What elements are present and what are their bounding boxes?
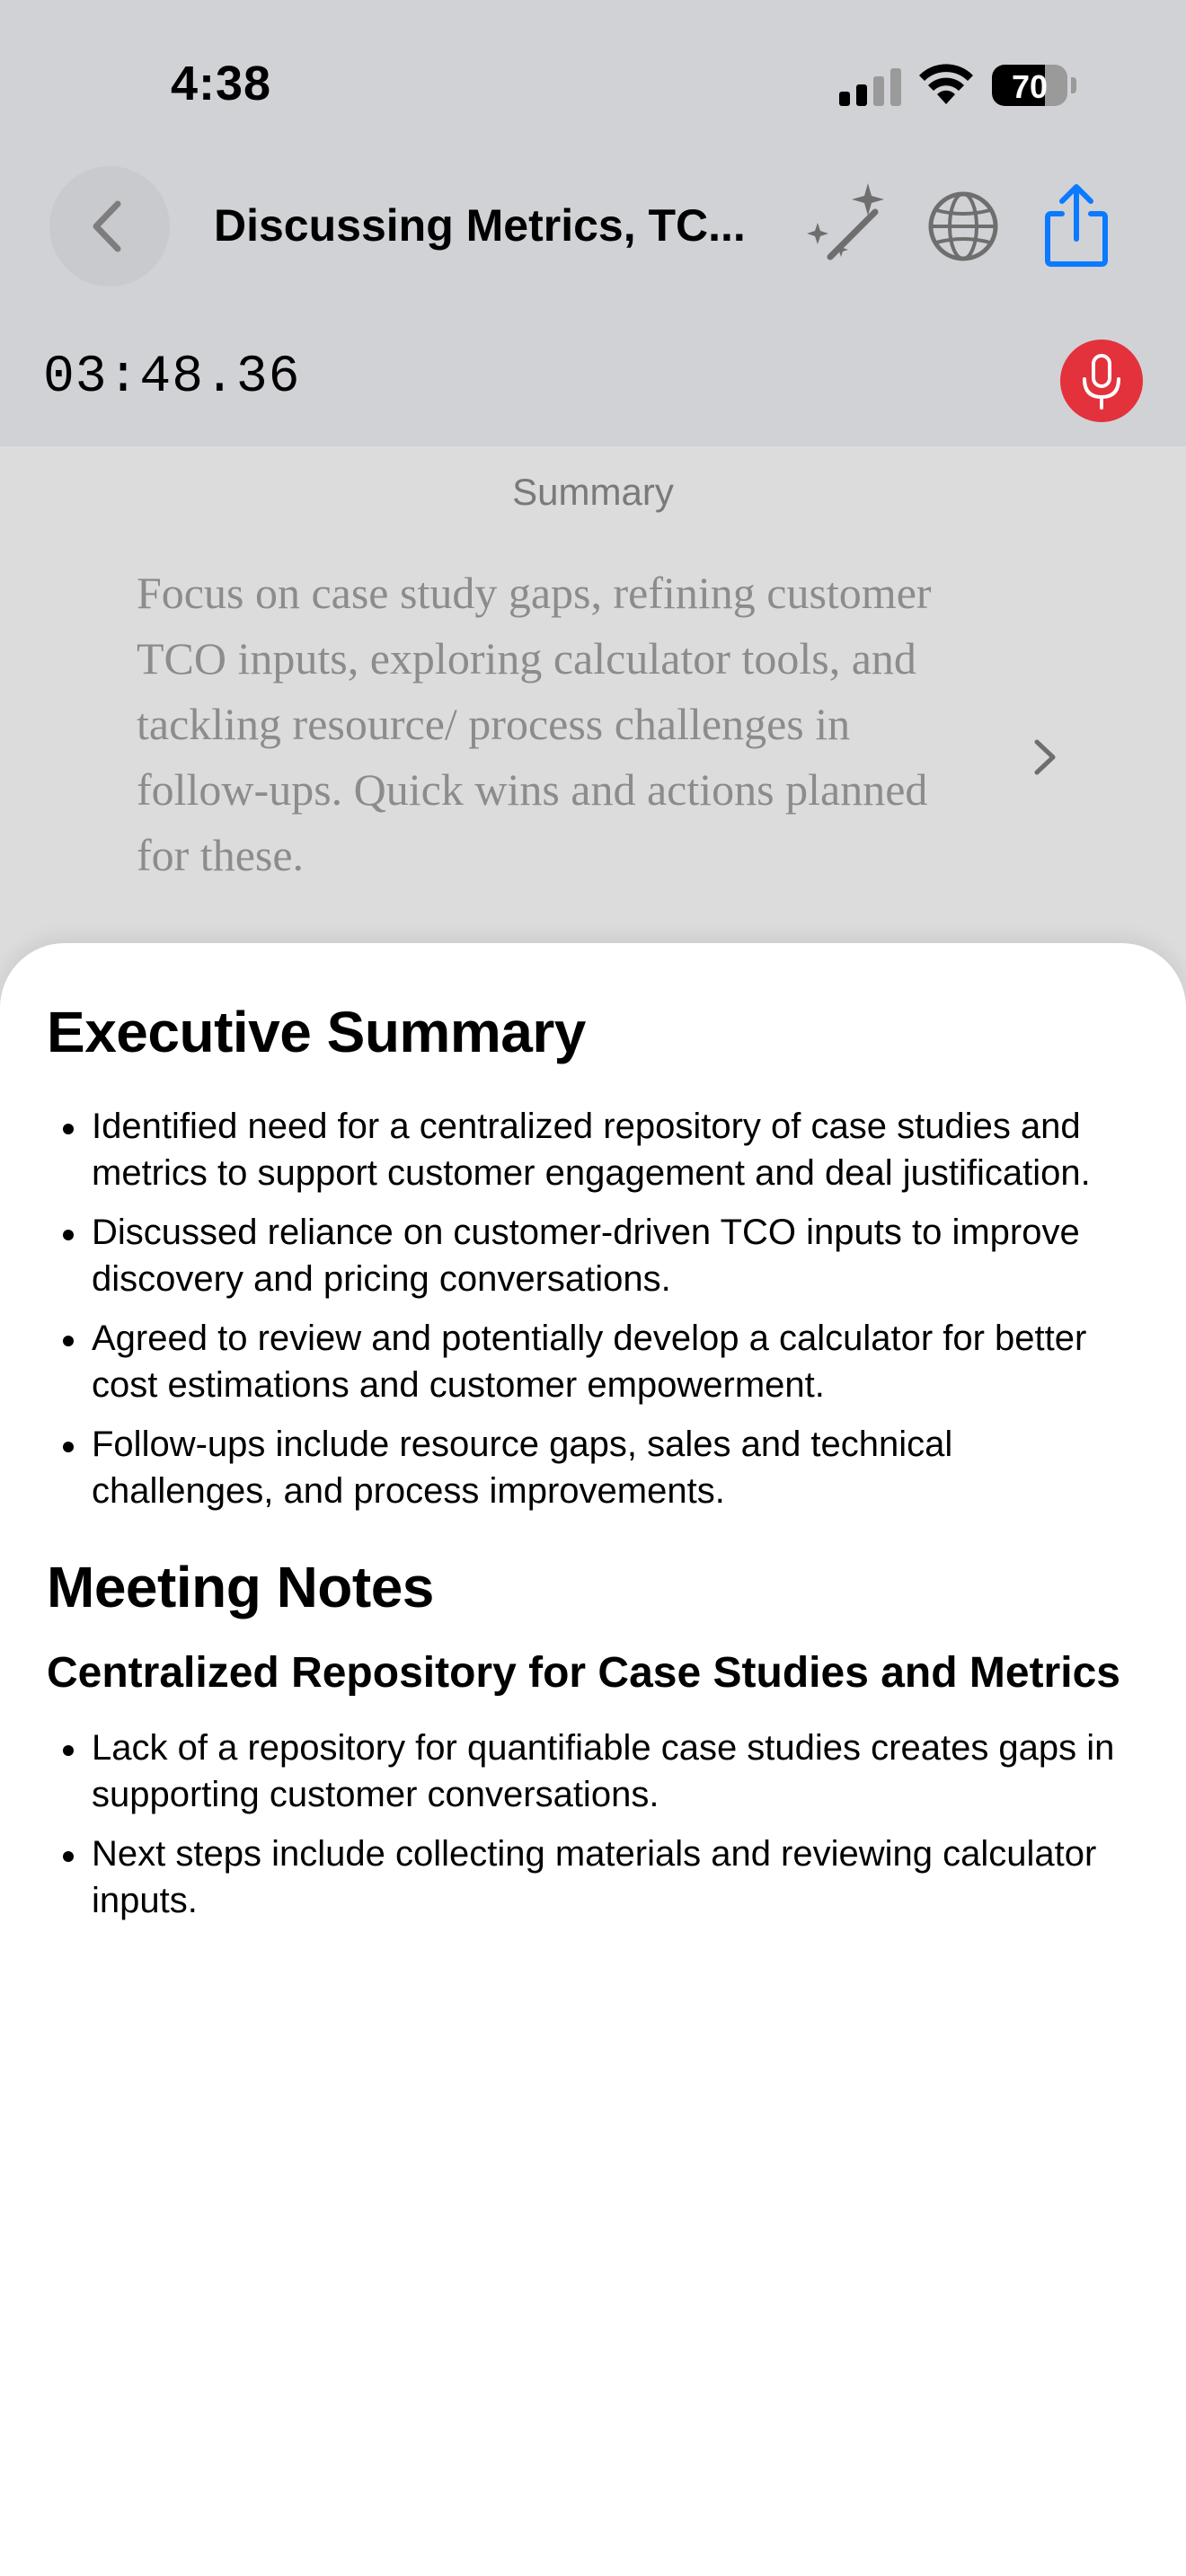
- page-title: Discussing Metrics, TC...: [214, 200, 746, 251]
- list-item: Agreed to review and potentially develop a calculator for better cost estimations and customer empowerment.: [56, 1315, 1134, 1408]
- executive-summary-list: [56, 1103, 1134, 1527]
- chevron-right-icon[interactable]: [1028, 735, 1064, 780]
- wifi-icon: [918, 63, 974, 106]
- list-item: Discussed reliance on customer-driven TCO inputs to improve discovery and pricing conversations.: [56, 1209, 1134, 1302]
- meeting-notes-heading: Meeting Notes: [47, 1555, 434, 1619]
- section-subheading: Centralized Repository for Case Studies and Metrics: [47, 1649, 1120, 1697]
- battery-level: 70: [1011, 68, 1049, 105]
- share-icon: [1021, 171, 1132, 282]
- record-button[interactable]: [1060, 340, 1143, 422]
- list-item: Identified need for a centralized repository of case studies and metrics to support customer engagement and deal justification.: [56, 1103, 1134, 1196]
- list-item: Lack of a repository for quantifiable case studies creates gaps in supporting customer conversations.: [56, 1725, 1134, 1818]
- microphone-icon: [1060, 340, 1143, 422]
- share-button[interactable]: [1021, 171, 1132, 282]
- recording-timer: 03:48.36: [43, 348, 301, 407]
- executive-summary-heading: Executive Summary: [47, 1000, 586, 1064]
- summary-text[interactable]: Focus on case study gaps, refining customer TCO inputs, exploring calculator tools, and tackling resource/ process challenges in follow-ups. Quick wins and actions planned for these.: [137, 568, 932, 880]
- globe-icon: [907, 171, 1019, 282]
- battery-tip: [1071, 77, 1076, 93]
- magic-wand-icon: [791, 171, 902, 282]
- meeting-notes-list: [56, 1725, 1134, 1936]
- back-button[interactable]: [49, 166, 170, 287]
- chevron-left-icon: [49, 166, 170, 287]
- list-item: Follow-ups include resource gaps, sales and technical challenges, and process improvements.: [56, 1421, 1134, 1514]
- cellular-signal-icon: [839, 66, 902, 106]
- magic-wand-button[interactable]: [791, 171, 902, 282]
- summary-label: Summary: [512, 471, 674, 513]
- list-item: Next steps include collecting materials and reviewing calculator inputs.: [56, 1831, 1134, 1924]
- battery-indicator: [992, 65, 1067, 106]
- status-time: 4:38: [171, 57, 272, 110]
- globe-button[interactable]: [907, 171, 1019, 282]
